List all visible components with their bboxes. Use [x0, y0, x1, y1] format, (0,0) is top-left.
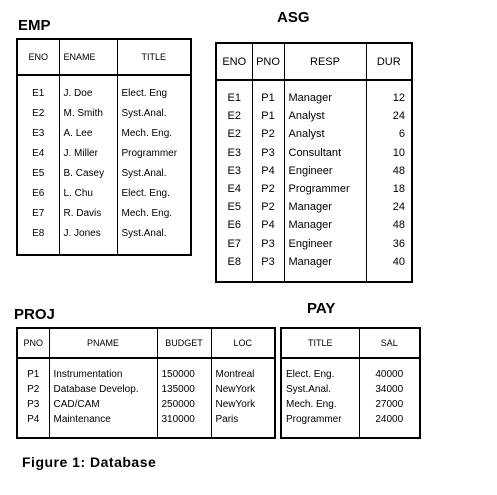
table-cell: Syst.Anal.	[121, 228, 167, 239]
pay-table-title: PAY	[307, 300, 336, 317]
table-row	[17, 144, 191, 164]
table-row	[17, 358, 275, 382]
column-header: PNO	[252, 43, 284, 80]
table-cell: Instrumentation	[49, 358, 157, 382]
table-row	[216, 162, 412, 180]
figure-caption: Figure 1: Database	[22, 454, 157, 470]
table-cell: Engineer	[284, 235, 366, 253]
proj-table	[16, 327, 276, 439]
table-cell: Syst.Anal.	[281, 382, 359, 397]
column-header: LOC	[211, 328, 275, 358]
table-header-row	[281, 328, 420, 358]
proj-table-title: PROJ	[14, 306, 55, 323]
table-cell: J. Jones	[59, 224, 117, 255]
table-cell: 12	[392, 92, 405, 104]
table-cell: R. Davis	[59, 204, 117, 224]
table-cell: Database Develop.	[49, 382, 157, 397]
table-cell: P4	[17, 412, 49, 438]
table-cell: 48	[392, 164, 405, 177]
table-cell: P3	[252, 235, 284, 253]
table-cell: Engineer	[284, 162, 366, 180]
table-cell: E6	[216, 216, 252, 234]
table-row	[281, 358, 420, 382]
table-row	[216, 180, 412, 198]
table-cell: E8	[17, 224, 59, 255]
table-cell: P3	[252, 144, 284, 162]
table-cell: 6	[398, 128, 405, 141]
column-header: ENO	[216, 43, 252, 80]
table-row	[216, 198, 412, 216]
table-row	[216, 216, 412, 234]
table-cell: Manager	[284, 253, 366, 282]
table-cell: 48	[392, 219, 405, 232]
table-cell: 250000	[157, 397, 211, 412]
column-header: ENAME	[59, 39, 117, 75]
table-cell: E4	[216, 180, 252, 198]
table-cell: 40	[392, 255, 405, 268]
table-cell: Programmer	[281, 412, 359, 438]
table-row	[281, 397, 420, 412]
table-cell: 40000	[375, 369, 404, 380]
table-cell: NewYork	[215, 399, 256, 410]
emp-table-title: EMP	[18, 17, 51, 34]
table-cell: Montreal	[215, 369, 255, 380]
table-cell: E5	[17, 164, 59, 184]
table-cell: Elect. Eng	[121, 88, 168, 99]
table-cell: Mech. Eng.	[121, 208, 173, 219]
asg-table-title: ASG	[277, 9, 310, 26]
table-header-row	[17, 39, 191, 75]
table-cell: E6	[17, 184, 59, 204]
table-cell: 24	[392, 110, 405, 123]
column-header: TITLE	[281, 328, 359, 358]
table-cell: Programmer	[121, 148, 178, 159]
table-cell: P1	[252, 107, 284, 125]
table-row	[216, 125, 412, 143]
table-row	[17, 124, 191, 144]
table-cell: J. Miller	[59, 144, 117, 164]
table-row	[17, 204, 191, 224]
table-cell: P3	[17, 397, 49, 412]
table-cell: 24000	[375, 414, 404, 425]
table-cell: E4	[17, 144, 59, 164]
table-cell: CAD/CAM	[49, 397, 157, 412]
table-cell: Manager	[284, 198, 366, 216]
asg-table	[215, 42, 413, 283]
table-row	[17, 397, 275, 412]
table-cell: Elect. Eng.	[121, 188, 170, 199]
table-cell: E2	[216, 107, 252, 125]
table-header-row	[216, 43, 412, 80]
table-row	[216, 107, 412, 125]
table-header-row	[17, 328, 275, 358]
table-cell: E2	[17, 104, 59, 124]
table-row	[17, 164, 191, 184]
table-row	[216, 144, 412, 162]
emp-table	[16, 38, 192, 256]
table-row	[17, 224, 191, 255]
column-header: SAL	[359, 328, 420, 358]
column-header: TITLE	[117, 39, 191, 75]
table-row	[216, 235, 412, 253]
table-row	[281, 412, 420, 438]
table-cell: 24	[392, 201, 405, 214]
table-cell: Manager	[284, 216, 366, 234]
table-cell: 150000	[157, 358, 211, 382]
table-cell: E3	[216, 144, 252, 162]
table-cell: 135000	[157, 382, 211, 397]
table-row	[216, 253, 412, 282]
table-row	[17, 412, 275, 438]
table-cell: E8	[216, 253, 252, 282]
table-cell: E3	[216, 162, 252, 180]
table-cell: E2	[216, 125, 252, 143]
table-cell: Analyst	[284, 125, 366, 143]
table-cell: P2	[17, 382, 49, 397]
table-row	[281, 382, 420, 397]
table-cell: B. Casey	[59, 164, 117, 184]
table-cell: P1	[252, 80, 284, 107]
table-cell: 18	[392, 183, 405, 196]
table-cell: Elect. Eng.	[281, 358, 359, 382]
column-header: ENO	[17, 39, 59, 75]
column-header: DUR	[366, 43, 412, 80]
table-row	[216, 80, 412, 107]
table-cell: L. Chu	[59, 184, 117, 204]
table-cell: 27000	[375, 399, 404, 410]
table-row	[17, 184, 191, 204]
table-cell: P2	[252, 125, 284, 143]
table-cell: Syst.Anal.	[121, 168, 167, 179]
table-cell: Mech. Eng.	[121, 128, 173, 139]
table-cell: E7	[216, 235, 252, 253]
table-row	[17, 75, 191, 104]
table-cell: E1	[17, 75, 59, 104]
table-cell: E1	[216, 80, 252, 107]
table-cell: P1	[17, 358, 49, 382]
column-header: BUDGET	[157, 328, 211, 358]
table-cell: P2	[252, 180, 284, 198]
table-row	[17, 382, 275, 397]
table-cell: Analyst	[284, 107, 366, 125]
table-cell: P2	[252, 198, 284, 216]
table-cell: Consultant	[284, 144, 366, 162]
table-row	[17, 104, 191, 124]
table-cell: Mech. Eng.	[281, 397, 359, 412]
table-cell: M. Smith	[59, 104, 117, 124]
table-cell: 310000	[157, 412, 211, 438]
table-cell: E3	[17, 124, 59, 144]
table-cell: E5	[216, 198, 252, 216]
table-cell: Programmer	[284, 180, 366, 198]
table-cell: J. Doe	[59, 75, 117, 104]
table-cell: Maintenance	[49, 412, 157, 438]
table-cell: NewYork	[215, 384, 256, 395]
column-header: RESP	[284, 43, 366, 80]
table-cell: 34000	[375, 384, 404, 395]
column-header: PNO	[17, 328, 49, 358]
table-cell: Manager	[284, 80, 366, 107]
table-cell: 36	[392, 237, 405, 250]
table-cell: P4	[252, 162, 284, 180]
table-cell: P3	[252, 253, 284, 282]
table-cell: A. Lee	[59, 124, 117, 144]
table-cell: Paris	[215, 414, 239, 425]
table-cell: 10	[392, 146, 405, 159]
pay-table	[280, 327, 421, 439]
table-cell: E7	[17, 204, 59, 224]
table-cell: Syst.Anal.	[121, 108, 167, 119]
table-cell: P4	[252, 216, 284, 234]
column-header: PNAME	[49, 328, 157, 358]
